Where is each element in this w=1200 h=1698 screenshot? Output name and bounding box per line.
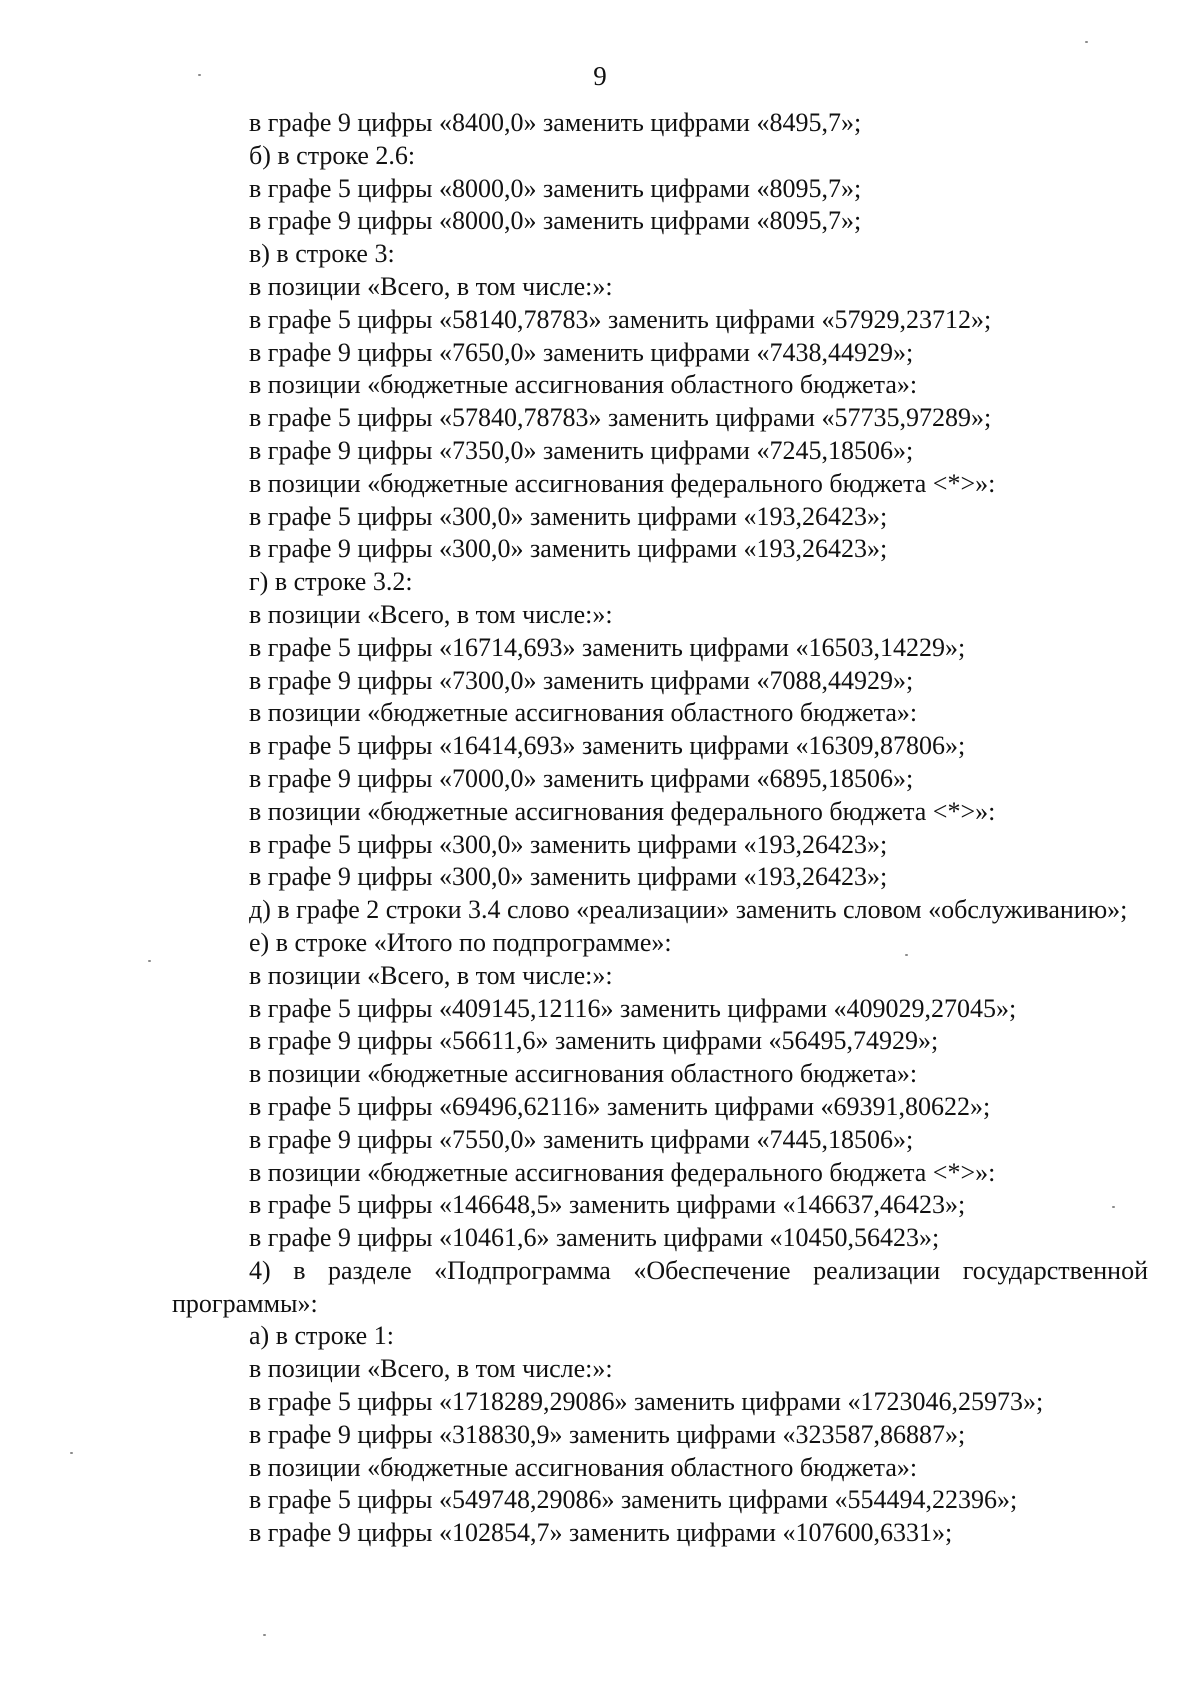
text-line: в) в строке 3: [249, 239, 395, 269]
text-line: в позиции «бюджетные ассигнования областного бюджета»: [249, 1452, 918, 1482]
text-line: г) в строке 3.2: [249, 567, 413, 597]
text-line: в графе 9 цифры «7550,0» заменить цифрами «7445,18506»; [249, 1124, 914, 1154]
scan-speck [905, 954, 908, 956]
text-line: в графе 9 цифры «102854,7» заменить цифрами «107600,6331»; [249, 1518, 953, 1548]
text-line: в графе 5 цифры «300,0» заменить цифрами «193,26423»; [249, 829, 888, 859]
text-paragraph: д) в графе 2 строки 3.4 слово «реализации» заменить словом «обслуживанию»; [249, 895, 1128, 925]
text-line: в позиции «бюджетные ассигнования областного бюджета»: [249, 698, 918, 728]
document-body [172, 107, 1148, 1550]
scan-speck [263, 1634, 266, 1636]
text-line: в графе 5 цифры «300,0» заменить цифрами «193,26423»; [249, 501, 888, 531]
text-line: в графе 9 цифры «7000,0» заменить цифрами «6895,18506»; [249, 763, 914, 793]
text-line: в позиции «бюджетные ассигнования областного бюджета»: [249, 370, 918, 400]
text-line: в графе 5 цифры «16414,693» заменить цифрами «16309,87806»; [249, 731, 966, 761]
text-line: в графе 9 цифры «10461,6» заменить цифрами «10450,56423»; [249, 1223, 940, 1253]
text-line: в позиции «Всего, в том числе:»: [249, 271, 613, 301]
text-line: в графе 9 цифры «300,0» заменить цифрами «193,26423»; [249, 862, 888, 892]
text-line: в графе 5 цифры «57840,78783» заменить цифрами «57735,97289»; [249, 403, 992, 433]
scan-speck [1085, 41, 1088, 43]
text-line: в графе 5 цифры «16714,693» заменить цифрами «16503,14229»; [249, 632, 966, 662]
text-line: б) в строке 2.6: [249, 140, 416, 170]
text-line: в графе 5 цифры «409145,12116» заменить цифрами «409029,27045»; [249, 993, 1017, 1023]
text-line: в позиции «бюджетные ассигнования федерального бюджета <*>»: [249, 1157, 996, 1187]
text-line: в графе 5 цифры «58140,78783» заменить цифрами «57929,23712»; [249, 304, 992, 334]
scan-speck [1112, 1206, 1115, 1208]
text-line: в позиции «бюджетные ассигнования федерального бюджета <*>»: [249, 468, 996, 498]
text-line: в позиции «бюджетные ассигнования федерального бюджета <*>»: [249, 796, 996, 826]
text-line: в графе 9 цифры «318830,9» заменить цифрами «323587,86887»; [249, 1419, 966, 1449]
text-line: в графе 5 цифры «69496,62116» заменить цифрами «69391,80622»; [249, 1091, 991, 1121]
text-line: в позиции «Всего, в том числе:»: [249, 960, 613, 990]
text-line: в графе 5 цифры «8000,0» заменить цифрами «8095,7»; [249, 173, 862, 203]
text-line: в графе 9 цифры «8400,0» заменить цифрами «8495,7»; [249, 108, 862, 137]
text-line: а) в строке 1: [249, 1321, 394, 1351]
text-line: в графе 5 цифры «146648,5» заменить цифрами «146637,46423»; [249, 1190, 966, 1220]
text-line: в графе 9 цифры «56611,6» заменить цифрами «56495,74929»; [249, 1026, 939, 1056]
text-line: в графе 9 цифры «7300,0» заменить цифрами «7088,44929»; [249, 665, 914, 695]
text-line: в графе 9 цифры «8000,0» заменить цифрами «8095,7»; [249, 206, 862, 236]
text-line: в позиции «Всего, в том числе:»: [249, 1354, 613, 1384]
text-line: в позиции «бюджетные ассигнования областного бюджета»: [249, 1059, 918, 1089]
text-line: в графе 9 цифры «7650,0» заменить цифрами «7438,44929»; [249, 337, 914, 367]
text-paragraph: 4) в разделе «Подпрограмма «Обеспечение реализации государственной программы»: [172, 1255, 1148, 1318]
text-line: в графе 9 цифры «7350,0» заменить цифрами «7245,18506»; [249, 435, 914, 465]
text-line: в графе 9 цифры «300,0» заменить цифрами «193,26423»; [249, 534, 888, 564]
page-number: 9 [593, 61, 607, 91]
scan-speck [148, 960, 151, 962]
text-line: в графе 5 цифры «1718289,29086» заменить цифрами «1723046,25973»; [249, 1387, 1044, 1417]
text-line: в позиции «Всего, в том числе:»: [249, 599, 613, 629]
text-line: е) в строке «Итого по подпрограмме»: [249, 927, 672, 957]
scan-speck [198, 74, 201, 76]
text-line: в графе 5 цифры «549748,29086» заменить цифрами «554494,22396»; [249, 1485, 1018, 1515]
scan-speck [70, 1452, 73, 1454]
